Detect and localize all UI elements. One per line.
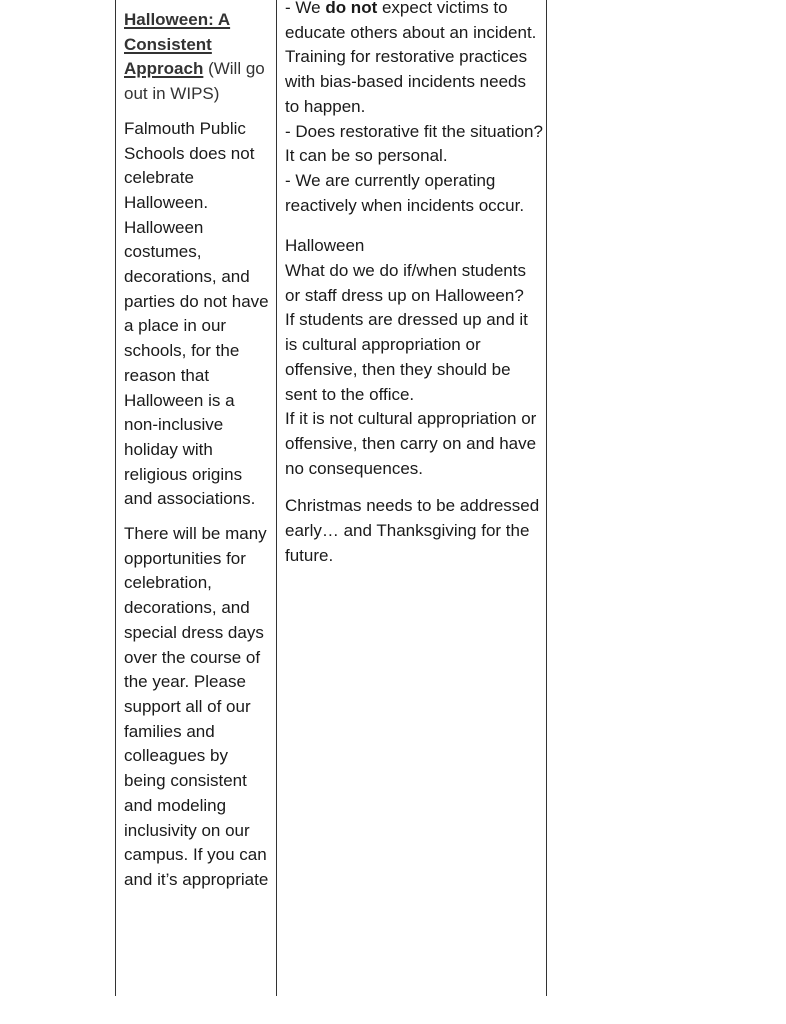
note-victims-prefix: - We	[285, 0, 326, 17]
policy-paragraph-2: There will be many opportunities for celebration, decorations, and special dress days over the course of the year. Please support all of our families and colleagues by being consistent and modeling inclusivity on our campus. If you can and it’s appropriate	[124, 524, 269, 889]
left-cell	[124, 8, 270, 893]
christmas-note: Christmas needs to be addressed early… and Thanksgiving for the future.	[285, 496, 540, 565]
note-victims-emphasis: do not	[325, 0, 378, 17]
table-border-left	[115, 0, 116, 996]
halloween-answer-2: If it is not cultural appropriation or offensive, then carry on and have no consequences.	[285, 409, 537, 478]
note-victims	[285, 0, 543, 120]
section-heading	[124, 8, 270, 107]
table-border-right	[546, 0, 547, 996]
note-reactive: - We are currently operating reactively when incidents occur.	[285, 170, 525, 215]
table-border-middle	[276, 0, 277, 996]
note-restorative: - Does restorative fit the situation? It can be so personal.	[285, 121, 543, 166]
halloween-question: What do we do if/when students or staff dress up on Halloween?	[285, 261, 526, 305]
halloween-answer-1: If students are dressed up and it is cultural appropriation or offensive, then they should be sent to the office.	[285, 310, 528, 404]
policy-paragraph-1: Falmouth Public Schools does not celebrate Halloween. Halloween costumes, decorations, and parties do not have a place in our schools, for the reason that Halloween is a non-inclusive holiday with religious origins and associations.	[124, 118, 269, 509]
heading-title-line1: Halloween: A	[124, 10, 231, 29]
halloween-heading: Halloween	[285, 236, 365, 256]
heading-title-line3: Approach	[124, 59, 204, 79]
heading-note: (Will go out in WIPS)	[124, 59, 265, 104]
note-victims-suffix: expect victims to educate others about an incident. Training for restorative practices with bias-based incidents needs to happen.	[285, 0, 537, 116]
heading-title-line2: Consistent	[124, 34, 212, 54]
right-cell	[285, 0, 543, 568]
